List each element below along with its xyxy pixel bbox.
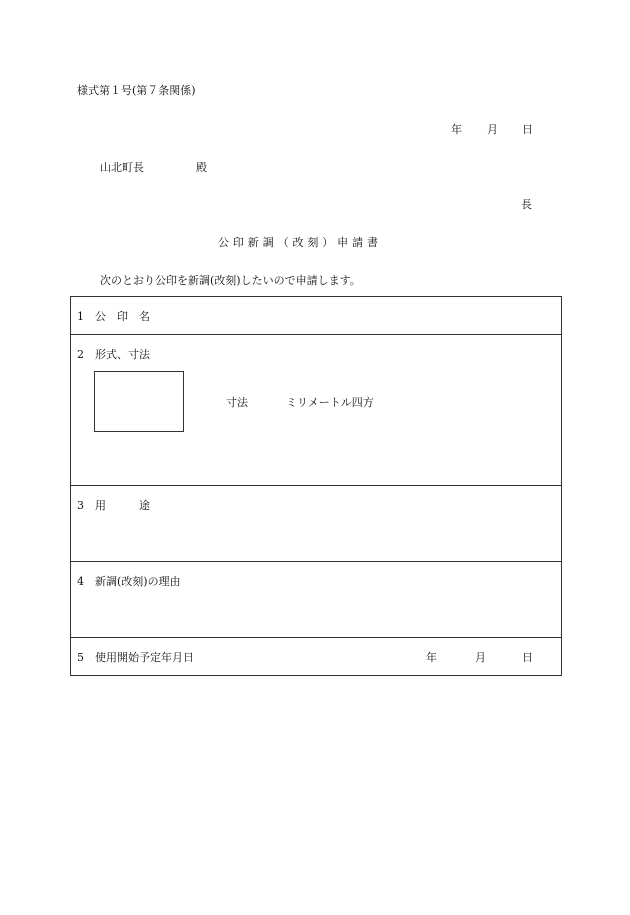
reason-field[interactable] [71,562,562,638]
purpose-label: 用 途 [95,499,150,512]
start-day-label: 日 [522,651,533,664]
date-day-label: 日 [522,123,533,136]
honorific: 殿 [196,161,207,174]
size-unit: ミリメートル四方 [286,396,374,409]
form-reference: 様式第１号(第７条関係) [77,84,196,97]
size-label: 寸法 [226,396,248,409]
start-date-field[interactable] [71,638,562,676]
start-year-label: 年 [426,651,437,664]
row-number: 2 [77,348,84,361]
applicant-title: 長 [521,198,532,211]
row-label [77,576,181,587]
seal-name-field[interactable] [71,297,562,335]
seal-impression-box[interactable] [94,371,184,432]
seal-name-label: 公 印 名 [95,310,150,323]
format-size-field[interactable] [71,335,562,486]
addressee: 山北町長 [100,161,144,174]
document-title: 公 印 新 調 （ 改 刻 ） 申 請 書 [218,236,379,249]
row-label [77,311,150,322]
start-date-label: 使用開始予定年月日 [95,651,194,664]
intro-text: 次のとおり公印を新調(改刻)したいので申請します。 [100,274,361,287]
row-number: 5 [77,651,84,664]
row-label [77,500,150,511]
row-number: 4 [77,575,84,588]
row-label [77,349,150,360]
format-size-label: 形式、寸法 [95,348,150,361]
row-number: 1 [77,310,84,323]
reason-label: 新調(改刻)の理由 [95,575,181,588]
date-year-label: 年 [451,123,462,136]
row-number: 3 [77,499,84,512]
application-form-table [70,296,562,676]
date-month-label: 月 [487,123,498,136]
row-label [77,652,194,663]
start-month-label: 月 [475,651,486,664]
purpose-field[interactable] [71,486,562,562]
